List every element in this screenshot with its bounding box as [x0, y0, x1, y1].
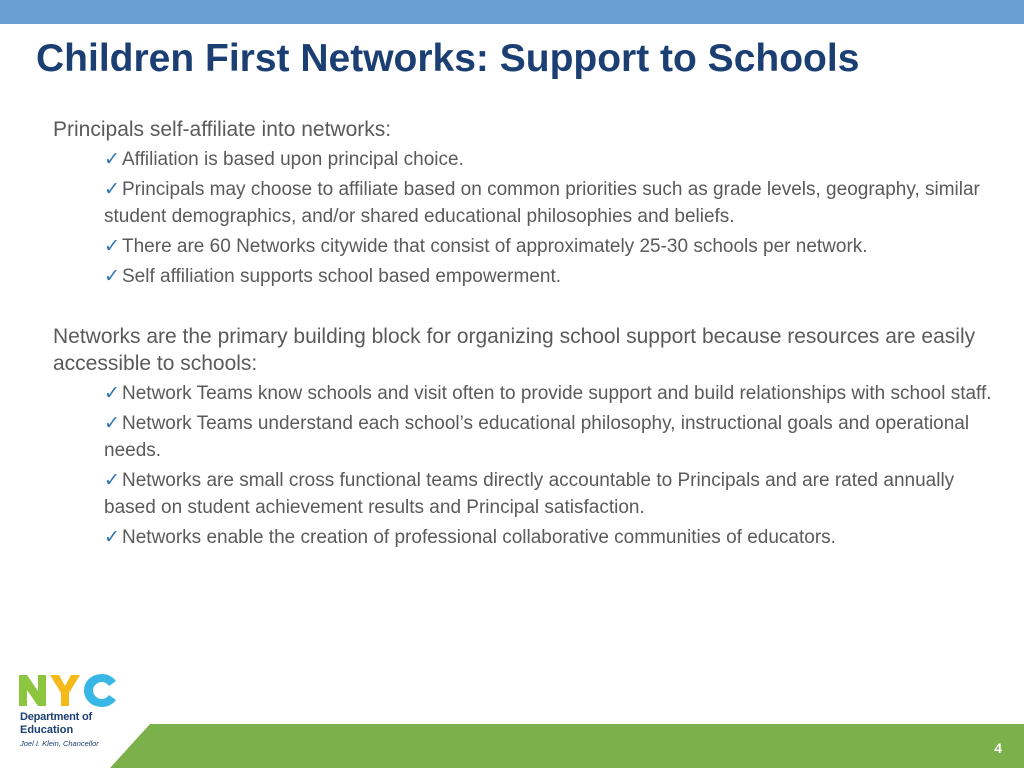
checkmark-icon: ✓ [104, 266, 120, 287]
bullet-text: Network Teams understand each school’s educational philosophy, instructional goals and operational needs. [104, 413, 970, 461]
slide-content [53, 116, 993, 551]
logo-chancellor-text: Joel I. Klein, Chancellor [20, 739, 99, 748]
bullet-item [53, 263, 993, 290]
logo-department-text: Department of [20, 711, 92, 723]
bullet-text: Affiliation is based upon principal choice. [122, 149, 464, 170]
bullet-item [53, 467, 993, 521]
checkmark-icon: ✓ [104, 149, 120, 170]
bullet-item [53, 380, 993, 407]
bullet-item [53, 176, 993, 230]
nyc-logo-icon [18, 672, 120, 708]
section-2-lead: Networks are the primary building block for organizing school support because resources are easily accessible to schools: [53, 325, 976, 375]
top-accent-bar [0, 0, 1024, 24]
logo-education-text: Education [20, 724, 74, 736]
footer-accent-bar [0, 724, 1024, 768]
section-1-lead: Principals self-affiliate into networks: [53, 118, 392, 141]
checkmark-icon: ✓ [104, 413, 120, 434]
page-number: 4 [994, 740, 1002, 756]
nyc-doe-logo [18, 672, 123, 752]
checkmark-icon: ✓ [104, 236, 120, 257]
bullet-text: There are 60 Networks citywide that consist of approximately 25-30 schools per network. [122, 236, 868, 257]
checkmark-icon: ✓ [104, 527, 120, 548]
bullet-item [53, 146, 993, 173]
bullet-text: Networks enable the creation of professional collaborative communities of educators. [122, 527, 836, 548]
section-spacer [53, 290, 993, 323]
bullet-text: Principals may choose to affiliate based on common priorities such as grade levels, geography, similar student demographics, and/or shared educational philosophies and beliefs. [104, 179, 980, 227]
checkmark-icon: ✓ [104, 470, 120, 491]
slide-title: Children First Networks: Support to Schools [36, 37, 860, 80]
bullet-text: Self affiliation supports school based empowerment. [122, 266, 562, 287]
bullet-text: Networks are small cross functional teams directly accountable to Principals and are rated annually based on student achievement results and Principal satisfaction. [104, 470, 955, 518]
checkmark-icon: ✓ [104, 179, 120, 200]
bullet-item [53, 410, 993, 464]
bullet-item [53, 524, 993, 551]
bullet-item [53, 233, 993, 260]
checkmark-icon: ✓ [104, 383, 120, 404]
bullet-text: Network Teams know schools and visit often to provide support and build relationships with school staff. [122, 383, 992, 404]
